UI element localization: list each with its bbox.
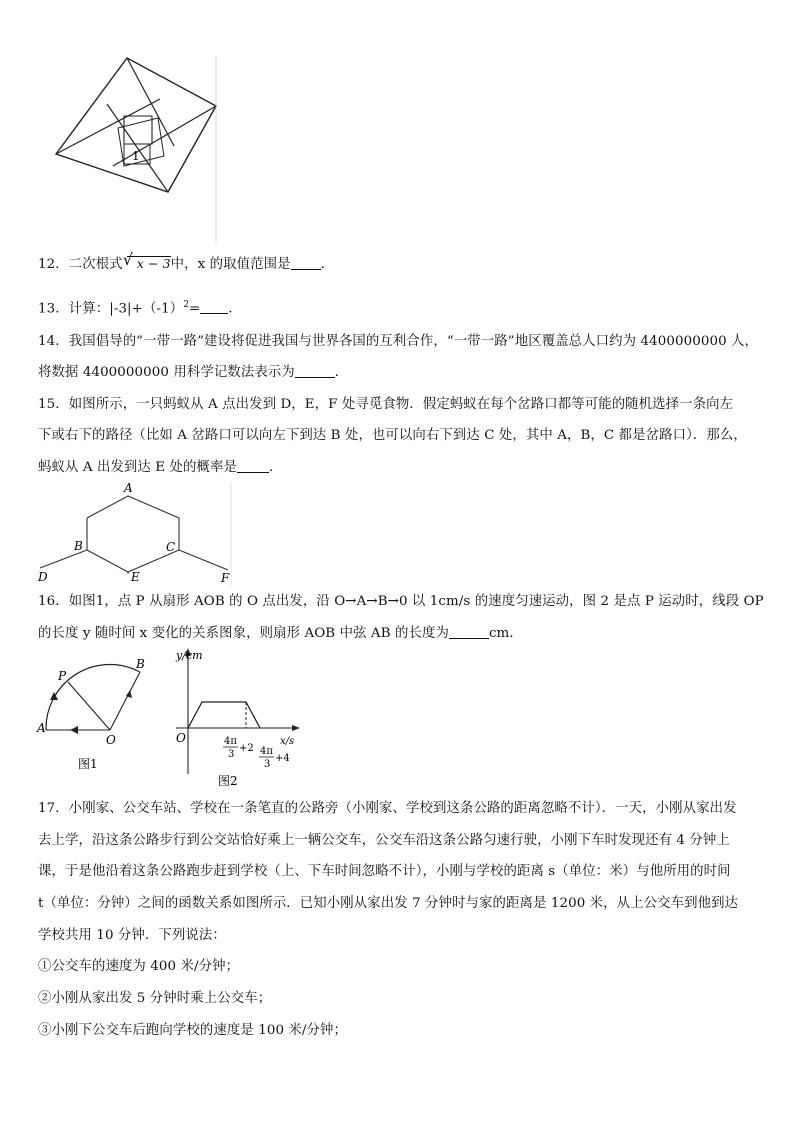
q12-radicand: √ x − 3 [127,256,171,271]
q17-option-3-text: ③小刚下公交车后跑向学校的速度是 100 米/分钟； [38,1023,347,1038]
q14-line2: 将数据 4400000000 用科学记数法表示为 [38,365,295,380]
q15-number: 15． [38,397,69,412]
q12-number: 12． [38,257,69,272]
q12-text-after: 中，x 的取值范围是 [170,257,291,272]
q15-answer-blank[interactable] [237,458,269,473]
point-B-label: B [74,539,83,553]
point-A-label: A [124,482,133,495]
q13-exponent: 2 [183,300,190,310]
q16-answer-blank[interactable] [449,624,489,639]
question-15-line-2 [38,427,747,445]
question-12 [38,255,334,274]
q16-unit: cm． [488,626,523,641]
question-14-line-2 [38,363,348,382]
point-C-label: C [166,540,176,554]
question-17-line-5 [38,927,226,945]
q17-line1: 小刚家、公交车站、学校在一条笔直的公路旁（小刚家、学校到这条公路的距离忽略不计）．一天，小刚从家出发 [68,801,737,816]
fig1-caption: 图1 [78,757,98,771]
q13-end: ． [228,301,242,317]
point-D-label: D [38,570,48,584]
fig2-y-axis-label: y/cm [176,649,203,662]
q17-option-3 [38,1022,347,1040]
q13-text: 计算：|-3|+（-1） [68,301,184,317]
q15-line2: 下或右下的路径（比如 A 岔路口可以向左下到达 B 处，也可以向右下到达 C 处，其中 A，B，C 都是岔路口）．那么， [38,428,747,443]
question-17-line-4 [38,895,738,913]
q14-line1: 我国倡导的“一带一路”建设将促进我国与世界各国的互利合作，“一带一路”地区覆盖总人口约为 4400000000 人， [68,334,759,349]
fig2-tick2-denominator: 3 [264,759,271,770]
question-13 [38,296,242,318]
question-15-line-3 [38,458,282,477]
q13-equals: = [189,301,201,317]
fig2-tick2-numerator: 4π [260,746,273,757]
pinwheel-label: 1 [132,149,140,163]
distance-time-graph-figure-2 [156,646,306,788]
fig1-O-label: O [106,733,116,747]
q14-number: 14． [38,334,69,349]
q17-option-2 [38,990,271,1008]
fig2-tick1-denominator: 3 [228,749,235,760]
q17-option-1 [38,958,239,976]
fig1-A-label: A [37,721,46,735]
fig1-B-label: B [136,657,145,671]
q12-answer-blank[interactable] [291,255,321,270]
sector-figure-1 [36,652,156,776]
q13-number: 13． [38,301,69,317]
q12-text-before: 二次根式 [68,257,123,272]
point-F-label: F [221,571,230,585]
q17-line5: 学校共用 10 分钟．下列说法： [38,928,226,943]
question-17-line-3 [38,863,731,881]
ant-path-figure [36,482,236,586]
q16-number: 16． [38,594,69,609]
q17-option-1-text: ①公交车的速度为 400 米/分钟； [38,959,240,974]
q14-answer-blank[interactable] [295,363,335,378]
point-E-label: E [131,570,140,584]
question-17-line-2 [38,832,730,850]
fig2-tick1-suffix: +2 [239,743,254,754]
q13-answer-blank[interactable] [200,299,228,314]
fig2-origin-label: O [176,731,186,745]
q17-number: 17． [38,801,69,816]
q17-line3: 课，于是他沿着这条公路跑步赶到学校（上、下车时间忽略不计），小刚与学校的距离 s（单位：米）与他所用的时间 [38,864,731,879]
q14-end: ． [334,365,349,380]
fig1-P-label: P [58,669,67,683]
fig2-caption: 图2 [218,774,238,788]
fig2-tick1-numerator: 4π [224,736,237,747]
fig2-x-axis-label: x/s [280,736,295,747]
q15-end: ． [268,460,283,475]
q16-line1: 如图1，点 P 从扇形 AOB 的 O 点出发，沿 O→A→B→0 以 1cm/s 的速度匀速运动，图 2 是点 P 运动时，线段 OP [68,594,764,609]
q15-line1: 如图所示，一只蚂蚁从 A 点出发到 D，E，F 处寻觅食物．假定蚂蚁在每个岔路口都等可能的随机选择一条向左 [68,397,734,412]
fig2-tick2-suffix: +4 [275,753,290,764]
q16-line2: 的长度 y 随时间 x 变化的关系图象，则扇形 AOB 中弦 AB 的长度为 [38,626,449,641]
question-15-line-1 [38,396,733,414]
pinwheel-figure [48,56,228,242]
q17-option-2-text: ②小刚从家出发 5 分钟时乘上公交车； [38,991,272,1006]
question-16-line-2 [38,624,523,643]
q17-line4: t（单位：分钟）之间的函数关系如图所示．已知小刚从家出发 7 分钟时与家的距离是 1200 米，从上公交车到他到达 [38,896,739,911]
question-16-line-1 [38,593,764,611]
question-17-line-1 [38,800,737,818]
q15-line3: 蚂蚁从 A 出发到达 E 处的概率是 [38,460,237,475]
question-14-line-1 [38,333,758,351]
q12-end: ． [320,257,335,272]
q17-line2: 去上学，沿这条公路步行到公交站恰好乘上一辆公交车，公交车沿这条公路匀速行驶，小刚下车时发现还有 4 分钟上 [38,833,730,848]
